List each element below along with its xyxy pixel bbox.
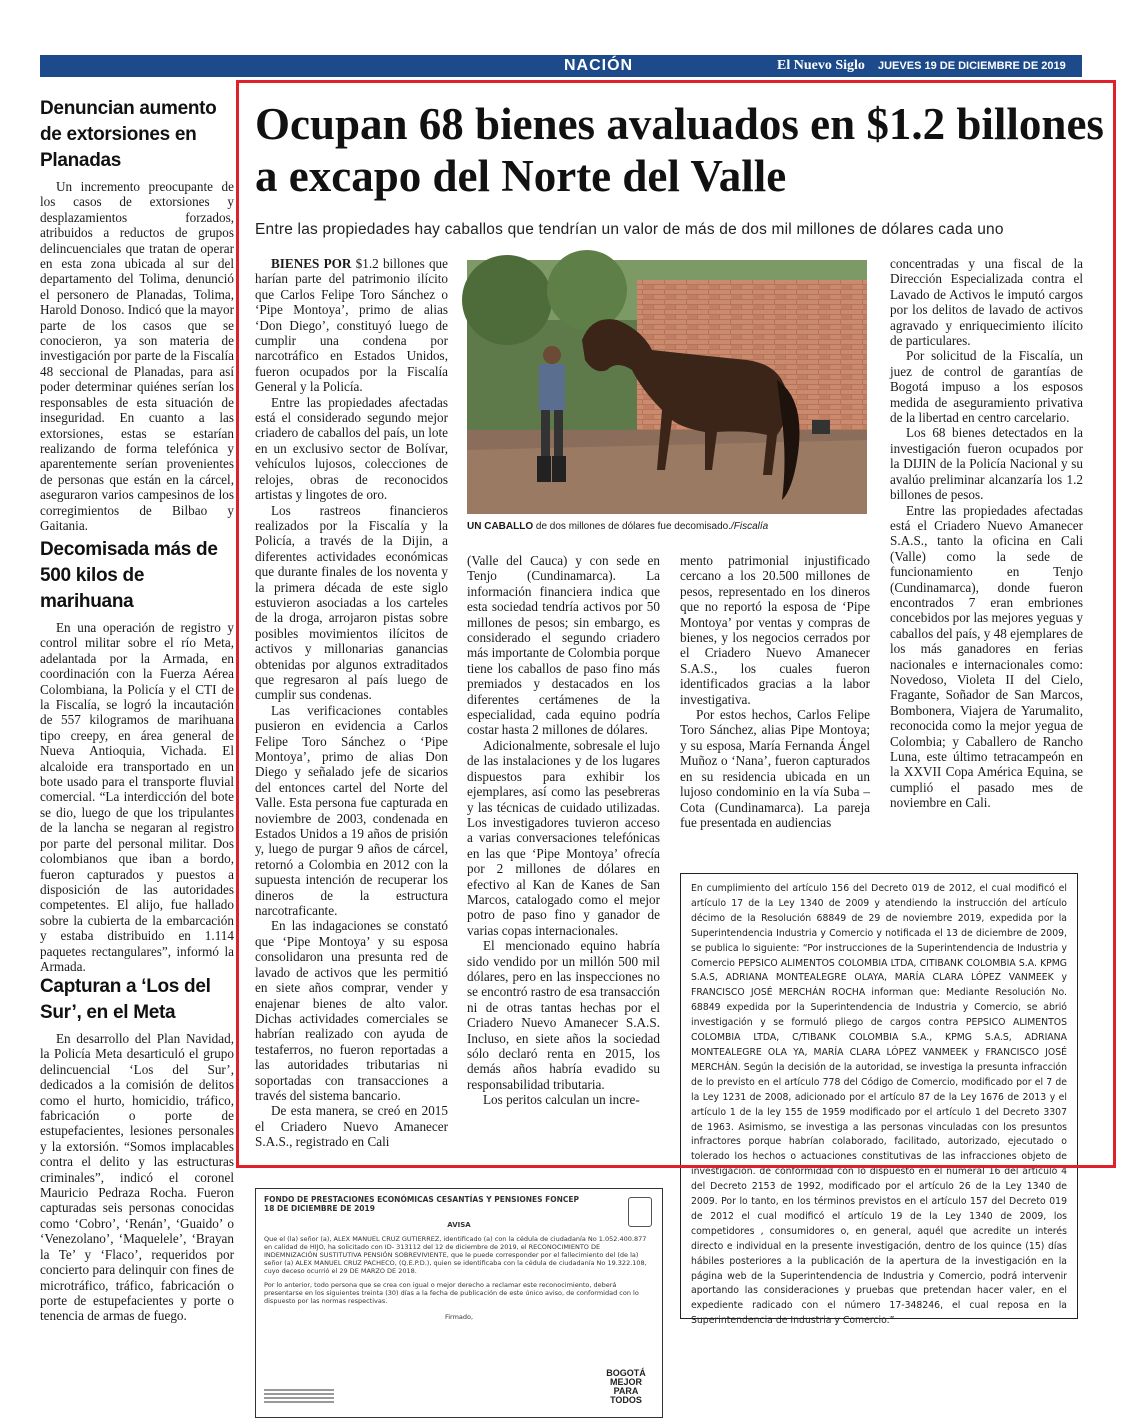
foncep-avisa: AVISA xyxy=(447,1221,471,1229)
article-column-2: (Valle del Cauca) y con sede en Tenjo (Cundinamarca). La información financiera indica que esta sociedad tendría activos por 50 millones de pesos; sin embargo, es considerado el segundo criadero más importante de Colombia porque tiene los caballos de paso fino más premiados y destacados en los diferentes certámenes de la especialidad, cada equino podría costar hasta 2 millones de dólares. Adicionalmente, sobresale el lujo de las instalaciones y de los lugares dispuestos para exhibir los ejemplares, así como las pesebreras y las técnicas de cuidado utilizadas. Los investigadores tuvieron acceso a varias conversaciones telefónicas en las que ‘Pipe Montoya’ ofrecía por 2 millones de dólares en efectivo al Kan de Kanes de San Marcos, catalogado como el mejor potro de paso fino y ganador de varias copas internacionales. El mencionado equino habría sido vendido por un millón 500 mil dólares, pero en las inspecciones no se encontró rastro de esa transacción ni de otras tantas hechas por el Criadero Nuevo Amanecer S.A.S. Incluso, en siete años la sociedad sólo declaró renta en 2015, los demás años habría evadido su responsabilidad tributaria. Los peritos calculan un incre- xyxy=(467,553,660,1108)
legal-notice-text: En cumplimiento del artículo 156 del Decreto 019 de 2012, el cual modificó el artículo 17 de la Ley 1340 de 2009 y atendiendo la instrucción del artículo décimo de la Resolución 68849 de 29 de noviembre 2019, expedida por la Superintendencia Industria y Comercio y notificada el 13 de diciembre de 2009, se publica lo siguiente: “Por instrucciones de la Superintendencia de Industria y Comercio PEPSICO ALIMENTOS COLOMBIA LTDA, CITIBANK COLOMBIA S.A. KPMG S.A.S, ADRIANA MONTEALEGRE OLAYA, MARÍA CLARA LÓPEZ VANMEEK y FRANCISCO JOSÉ MERCHÁN ROCHA informan que: Mediante Resolución No. 68849 expedida por la Superintendencia de Industria y Comercio, se abrió investigación y se formuló pliego de cargos contra PEPSICO ALIMENTOS COLOMBIA LTDA, C/TIBANK COLOMBIA S.A., KPMG S.A.S, ADRIANA MONTEALEGRE OLA YA, MARÍA CLARA LÓPEZ VANMEEK y FRANCISCO JOSÉ MERCHÁN. Según la decisión de la autoridad, se investiga la presunta infracción de lo previsto en el artículo 778 del Código de Comercio, modificado por el 7 de la Ley 1231 de 2008, adicionado por el artículo 87 de la Ley 1676 de 2013 y el artículo 1 de la ley 155 de 1959 modificado por el artículo 1 del Decreto 3307 de 1963. Asimismo, se investiga a las personas vinculadas con los presuntos infractores porque habrían colaborado, facilitado, autorizado, ejecutado o tolerado los hechos o actuaciones constitutivas de las infracciones objeto de investigación. de conformidad con lo dispuesto en el numeral 16 del artículo 4 del Decreto 2153 de 1992, modificado por el artículo 26 de la Ley 1340 de 2009. Por lo tanto, en los términos previstos en el artículo 157 del Decreto 019 de 2012 el cual modificó el artículo 19 de la Ley 1340 de 2009, los competidores , consumidores o, en general, aquél que acredite un interés directo e individual en la presente investigación, dentro de los quince (15) días hábiles posteriores a la publicación de la apertura de la investigación en la página web de la Superintendencia de Industria y Comercio, podrá intervenir aportando las consideraciones y pruebas que pretendan hacer valer, en el expediente radicado con el número 17-348246, el cual reposa en la Superintendencia de Industria y Comercio.” xyxy=(691,883,1067,1327)
article-column-1: BIENES POR $1.2 billones que harían parte del patrimonio ilícito que Carlos Felipe Toro Sánchez o ‘Pipe Montoya’, primo de alias ‘Don Diego’, constituyó luego de cumplir una condena por narcotráfico en Estados Unidos, fueron ocupados por la Fiscalía General y la Policía. Entre las propiedades afectadas está el considerado segundo mejor criadero de caballos del país, un lote en un exclusivo sector de Bolívar, vehículos lujosos, colecciones de relojes, obras de reconocidos artistas y lingotes de oro. Los rastreos financieros realizados por la Fiscalía y la Policía, a través de la Dijin, a diferentes actividades económicas que durante finales de los noventa y la primera década de este siglo estuvieron asociadas a los carteles de la droga, arrojaron pistas sobre posibles movimientos ilícitos de activos y millonarias ganancias obtenidas por algunos extraditados que regresaron al país luego de cumplir sus condenas. Las verificaciones contables pusieron en evidencia a Carlos Felipe Toro Sánchez o ‘Pipe Montoya’, primo de alias Don Diego y señalado jefe de sicarios del entonces cartel del Norte del Valle. Esta persona fue capturada en noviembre de 2003, condenada en Estados Unidos a 19 años de prisión y, luego de purgar 9 años de cárcel, retornó a Colombia en 2012 con la supuesta intención de recuperar los dineros de la estructura narcotraficante. En las indagaciones se constató que ‘Pipe Montoya’ y su esposa consolidaron una presunta red de lavado de activos que les permitió en siete años comprar, vender y enajenar bienes de alto valor. Dichas actividades comerciales se habrían realizado con ayuda de testaferros, no fueron reportadas a las autoridades tributarias ni soportadas con transacciones a través del sistema bancario. De esta manera, se creó en 2015 el Criadero Nuevo Amanecer S.A.S., registrado en Cali xyxy=(255,256,448,1150)
sidebar-brief-2 xyxy=(40,537,234,974)
sidebar-brief-3 xyxy=(40,974,234,1324)
brief-body: En desarrollo del Plan Navidad, la Policía Meta desarticuló el grupo delincuencial ‘Los del Sur’, dedicados a la comisión de delitos como el hurto, homicidio, tráfico, fabricación o porte de estupefacientes, lesiones personales y la extorsión. “Somos implacables contra el delito y las estructuras criminales”, indicó el coronel Mauricio Pedraza Rocha. Fueron capturadas seis personas conocidas como ‘Cobro’, ‘Renán’, ‘Guaido’ o ‘Venezolano’, ‘Maquelele’, ‘Brayan la Te’ y ‘Flaco’, requeridos por concierto para delinquir con fines de microtráfico, tráfico, fabricación o porte de estupefacientes y porte o tenencia de armas de fuego. xyxy=(40,1031,234,1324)
photo-caption: UN CABALLO de dos millones de dólares fue decomisado./Fiscalía xyxy=(467,521,769,532)
seal-icon xyxy=(628,1197,652,1227)
brief-body: Un incremento preocupante de los casos de extorsiones y desplazamientos forzados, atribuidos a reductos de grupos delincuenciales que tratan de operar en esta zona ubicada al sur del departamento del Tolima, denunció el personero de Planadas, Tolima, Harold Donoso. Indicó que la mayor parte de los casos que se conocieron, ya son materia de investigación por parte de la Fiscalía 48 seccional de Planadas, para así poder determinar quiénes serían los responsables de esta situación de inseguridad. En cuanto a las extorsiones, estas se estarían realizando de forma telefónica y aparentemente serían provenientes de personas que están en la cárcel, aseguraron varios campesinos de los corregimientos de Bilbao y Gaitania. xyxy=(40,179,234,533)
issue-date: JUEVES 19 DE DICIEMBRE DE 2019 xyxy=(878,60,1066,72)
article-headline: Ocupan 68 bienes avaluados en $1.2 billones a excapo del Norte del Valle xyxy=(255,99,1104,201)
brief-title: Denuncian aumento de extorsiones en Planadas xyxy=(40,98,217,171)
brief-body: En una operación de registro y control militar sobre el río Meta, adelantada por la Armada, en coordinación con la Fuerza Aérea Colombiana, la Policía y el CTI de la Fiscalía, se logró la incautación de 557 kilogramos de marihuana tipo creepy, en área general de Nueva Antioquia, Vichada. El alcaloide era transportado en un bote usado para el transporte fluvial comercial. “La interdicción del bote se dio, luego de que los tripulantes de la lancha se negaran al registro por parte del personal militar. Dos colombianos que iban a bordo, fueron capturados y puestos a disposición de las autoridades competentes. El alijo, fue hallado sobre la cubierta de la embarcación y estaba distribuido en 1.114 paquetes rectangulares”, informó la Armada. xyxy=(40,620,234,974)
section-header-bar xyxy=(40,55,1116,77)
sidebar-brief-1 xyxy=(40,96,234,533)
foncep-paragraph-2: Por lo anterior, todo persona que se crea con igual o mejor derecho a reclamar este reconocimiento, deberá presentarse en los siguientes treinta (30) días a la fecha de publicación de este único aviso, de conformidad con lo dispuesto por las normas respectivas. xyxy=(264,1281,639,1305)
page-number: 9B xyxy=(1095,57,1116,74)
article-column-4: concentradas y una fiscal de la Dirección Especializada contra el Lavado de Activos le imputó cargos por los delitos de lavado de activos agravado y enriquecimiento ilícito de particulares. Por solicitud de la Fiscalía, un juez de control de garantías de Bogotá impuso a los esposos medida de aseguramiento privativa de la libertad en centro carcelario. Los 68 bienes detectados en la investigación fueron ocupados por la DIJIN de la Policía Nacional y su avalúo preliminar alcanzaría los 1.2 billones de pesos. Entre las propiedades afectadas está el Criadero Nuevo Amanecer S.A.S., tanto la oficina en Cali (Valle) como la sede de funcionamiento en Tenjo (Cundinamarca), donde fueron encontrados 7 eran embriones concebidos por las mejores yeguas y caballos del país, y 48 ejemplares de los más ganadores en ferias nacionales e internacionales como: Novedoso, Violeta II del Cielo, Fragante, Soñador de San Marcos, Bombonera, Viajera de Yarumalito, reconocida como la mejor yegua de Colombia; y Caballero de Rancho Luna, este último tetracampeón en la XXVII Copa América Equina, se cumplió el pasado mes de noviembre en Cali. xyxy=(890,256,1083,811)
lead-in: BIENES POR xyxy=(271,256,352,271)
article-subhead: Entre las propiedades hay caballos que tendrían un valor de más de dos mil millones de dólares cada uno xyxy=(255,221,1004,238)
bogota-logo: BOGOTÁ MEJOR PARA TODOS xyxy=(606,1368,646,1405)
newspaper-name: El Nuevo Siglo xyxy=(777,58,865,73)
foncep-date: 18 DE DICIEMBRE DE 2019 xyxy=(264,1204,375,1213)
section-name: NACIÓN xyxy=(564,57,634,74)
brief-title: Capturan a ‘Los del Sur’, en el Meta xyxy=(40,976,211,1023)
foncep-title: FONDO DE PRESTACIONES ECONÓMICAS CESANTÍAS Y PENSIONES FONCEP xyxy=(264,1195,580,1204)
highlight-frame xyxy=(236,80,1116,1168)
foncep-signature: Firmado, xyxy=(444,1313,474,1321)
foncep-address-block xyxy=(264,1387,334,1405)
foncep-paragraph-1: Que el (la) señor (a), ALEX MANUEL CRUZ GUTIERREZ, identificado (a) con la cédula de ciudadanía No 1.052.400.877 en calidad de HIJO, ha solicitado con ID- 313112 del 12 de diciembre de 2019, el RECONOCIMIENTO DE INDEMNIZACIÓN SUSTITUTIVA PENSIÓN SOBREVIVIENTE, que le puede corresponder por el fallecimiento del (de la) señor (a) ALEX MANUEL CRUZ PACHECO, (Q.E.P.D.), quien se identificaba con la cédula de ciudadanía No 19.322.108, cuyo deceso ocurrió el 29 DE MARZO DE 2018. xyxy=(264,1235,647,1275)
brief-title: Decomisada más de 500 kilos de marihuana xyxy=(40,539,218,612)
article-column-3: mento patrimonial injustificado cercano a los 20.500 millones de pesos, representado en los dineros que no reportó la esposa de ‘Pipe Montoya’ por ventas y compras de bienes, y los negocios cerrados por el Criadero Nuevo Amanecer S.A.S., los cuales fueron identificados gracias a la labor investigativa. Por estos hechos, Carlos Felipe Toro Sánchez, alias Pipe Montoya; y su esposa, María Fernanda Ángel Muñoz o ‘Nana’, fueron capturados en su residencia ubicada en un lujoso condominio en la vía Suba – Cota (Cundinamarca). La pareja fue presentada en audiencias xyxy=(680,553,870,830)
foncep-notice xyxy=(255,1188,663,1418)
